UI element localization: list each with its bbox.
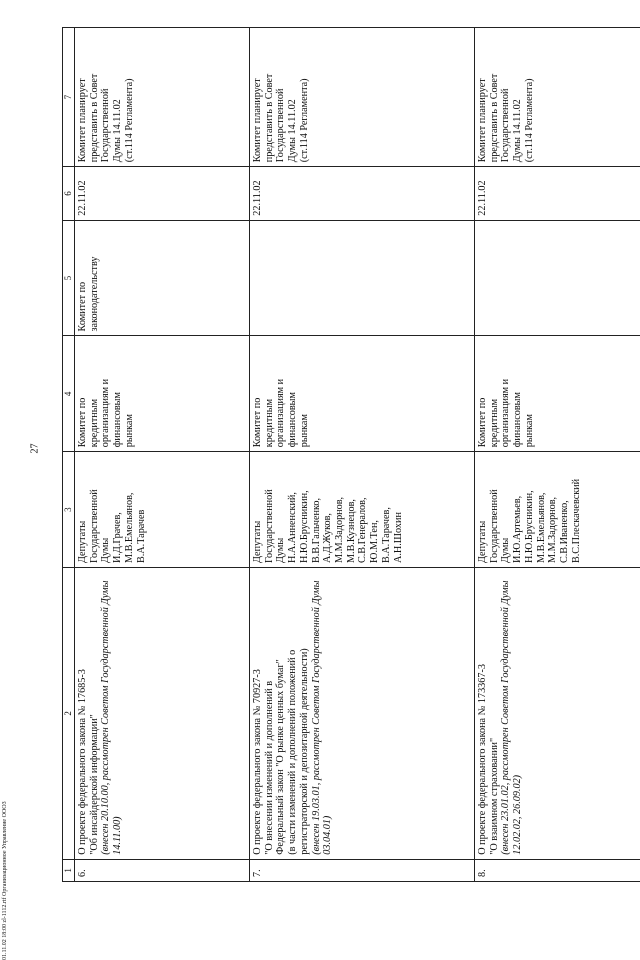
author-line: М.В.Емельянов, <box>536 456 548 563</box>
author-line: В.В.Гальченко, <box>311 456 323 563</box>
header-row <box>63 28 75 882</box>
responsible-committee-cell <box>475 336 640 452</box>
bill-cell <box>75 568 250 860</box>
author-line: А.Д.Жуков, <box>322 456 334 563</box>
committee-line: финансовым <box>112 340 124 447</box>
author-line: Государственной <box>489 456 501 563</box>
author-line: Думы <box>275 456 287 563</box>
author-line: С.В.Иваненко, <box>559 456 571 563</box>
column-header-1: 1 <box>63 859 75 881</box>
committee-line: финансовым <box>512 340 524 447</box>
page-number: 27 <box>30 444 41 454</box>
date-cell: 22.11.02 <box>475 167 640 220</box>
column-header-5: 5 <box>63 220 75 336</box>
author-line: Ю.М.Тен, <box>369 456 381 563</box>
committee-line: организациям и <box>100 340 112 447</box>
committee-line: кредитным <box>89 340 101 447</box>
bill-title-line: О проекте федерального закона № 70927-3 <box>252 572 264 855</box>
co-committee-line: Комитет по <box>77 225 89 332</box>
action-line: представить в Совет <box>264 32 276 162</box>
authors-cell <box>75 452 250 568</box>
author-line: Думы <box>500 456 512 563</box>
action-line: (ст.114 Регламента) <box>524 32 536 162</box>
footer-text: 01.11.02 18:00 zl-1112.rtf Организационное Управление ООО3 <box>2 801 8 960</box>
column-header-7: 7 <box>63 28 75 167</box>
committee-line: рынкам <box>124 340 136 447</box>
action-line: Думы 14.11.02 <box>112 32 124 162</box>
committee-line: рынкам <box>299 340 311 447</box>
action-line: Государственной <box>500 32 512 162</box>
committee-line: Комитет по <box>252 340 264 447</box>
action-cell <box>75 28 250 167</box>
co-committee-line: законодательству <box>89 225 101 332</box>
bill-cell <box>250 568 475 860</box>
action-line: (ст.114 Регламента) <box>299 32 311 162</box>
author-line: М.М.Задорнов, <box>547 456 559 563</box>
committee-line: рынкам <box>524 340 536 447</box>
date-cell: 22.11.02 <box>250 167 475 220</box>
bill-title-line: О проекте федерального закона № 173367-3 <box>477 572 489 855</box>
authors-cell <box>475 452 640 568</box>
footer <box>2 850 42 890</box>
bill-cell <box>475 568 640 860</box>
author-line: Н.А.Анненский, <box>287 456 299 563</box>
author-line: В.А.Тарачев <box>136 456 148 563</box>
action-cell <box>250 28 475 167</box>
author-line: В.А.Тарачев, <box>381 456 393 563</box>
committee-line: организациям и <box>275 340 287 447</box>
row-number: 6. <box>75 859 250 881</box>
bill-title-line: (в части изменений и дополнений положений о <box>287 572 299 855</box>
table-row <box>75 28 250 882</box>
author-line: Депутаты <box>77 456 89 563</box>
responsible-committee-cell <box>75 336 250 452</box>
author-line: И.Д.Грачев, <box>112 456 124 563</box>
column-header-2: 2 <box>63 568 75 860</box>
author-line: Н.Ю.Брусникин, <box>524 456 536 563</box>
table-body <box>75 28 640 882</box>
bill-title-line: регистраторской и депозитарной деятельности) <box>299 572 311 855</box>
row-number: 7. <box>250 859 475 881</box>
action-line: Думы 14.11.02 <box>512 32 524 162</box>
action-cell <box>475 28 640 167</box>
bill-title-line: "О взаимном страховании" <box>489 572 501 855</box>
committee-line: Комитет по <box>477 340 489 447</box>
author-line: А.Н.Шохин <box>393 456 405 563</box>
document-table <box>62 27 640 882</box>
bill-note: (внесен 19.03.01, рассмотрен Советом Государственной Думы 03.04.01) <box>311 572 334 855</box>
bill-note: (внесен 23.01.02, рассмотрен Советом Государственной Думы 12.02.02, 26.09.02) <box>500 572 523 855</box>
author-line: С.В.Генералов, <box>357 456 369 563</box>
author-line: Депутаты <box>477 456 489 563</box>
author-line: Государственной <box>264 456 276 563</box>
row-number: 8. <box>475 859 640 881</box>
author-line: И.Ю.Артемьев, <box>512 456 524 563</box>
column-header-4: 4 <box>63 336 75 452</box>
action-line: Думы 14.11.02 <box>287 32 299 162</box>
action-line: представить в Совет <box>489 32 501 162</box>
committee-line: финансовым <box>287 340 299 447</box>
committee-line: кредитным <box>489 340 501 447</box>
bill-title-line: Федеральный закон "О рынке ценных бумаг" <box>275 572 287 855</box>
author-line: Депутаты <box>252 456 264 563</box>
co-committee-cell <box>250 220 475 336</box>
author-line: В.С.Плескачевский <box>571 456 583 563</box>
co-committee-cell <box>475 220 640 336</box>
responsible-committee-cell <box>250 336 475 452</box>
committee-line: организациям и <box>500 340 512 447</box>
column-header-3: 3 <box>63 452 75 568</box>
date-cell: 22.11.02 <box>75 167 250 220</box>
bill-title-line: "О внесении изменений и дополнений в <box>264 572 276 855</box>
author-line: Государственной <box>89 456 101 563</box>
action-line: Комитет планирует <box>477 32 489 162</box>
author-line: М.В.Кузнецов, <box>346 456 358 563</box>
action-line: Комитет планирует <box>252 32 264 162</box>
author-line: Думы <box>100 456 112 563</box>
table-row <box>475 28 640 882</box>
table-row <box>250 28 475 882</box>
author-line: М.М.Задорнов, <box>334 456 346 563</box>
committee-line: Комитет по <box>77 340 89 447</box>
bill-title-line: О проекте федерального закона № 17685-3 <box>77 572 89 855</box>
bill-title-line: "Об инсайдерской информации" <box>89 572 101 855</box>
committee-line: кредитным <box>264 340 276 447</box>
author-line: М.В.Емельянов, <box>124 456 136 563</box>
document-table-rotated <box>62 27 637 882</box>
action-line: Комитет планирует <box>77 32 89 162</box>
authors-cell <box>250 452 475 568</box>
bill-note: (внесен 20.10.00, рассмотрен Советом Государственной Думы 14.11.00) <box>100 572 123 855</box>
action-line: представить в Совет <box>89 32 101 162</box>
action-line: Государственной <box>100 32 112 162</box>
column-header-6: 6 <box>63 167 75 220</box>
co-committee-cell <box>75 220 250 336</box>
action-line: Государственной <box>275 32 287 162</box>
author-line: Н.Ю.Брусникин, <box>299 456 311 563</box>
action-line: (ст.114 Регламента) <box>124 32 136 162</box>
